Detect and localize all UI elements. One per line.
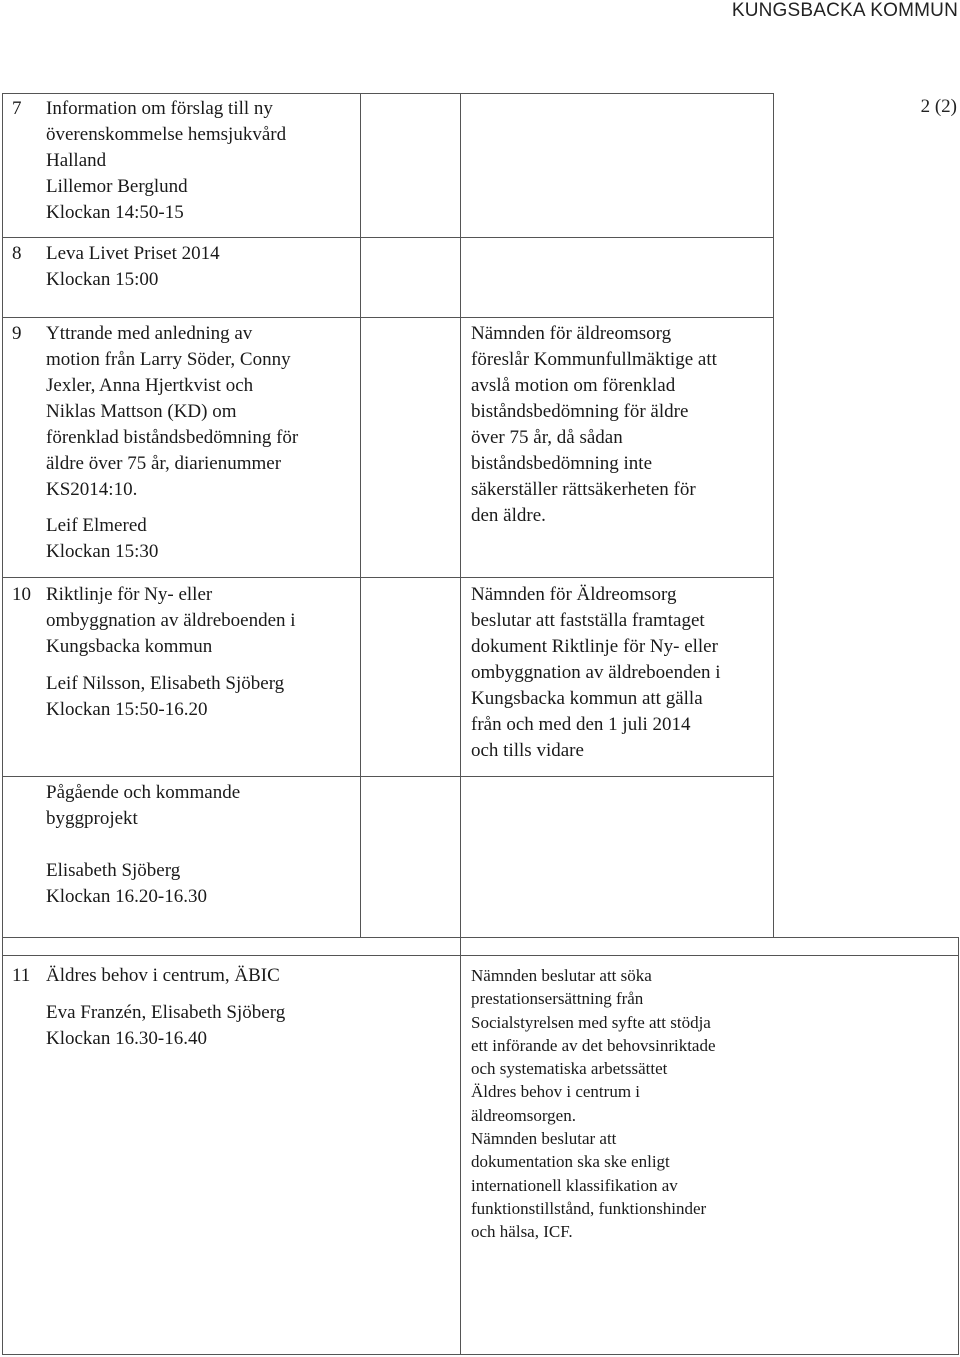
- table-border-right: [958, 938, 959, 1355]
- page-number: 2 (2): [920, 96, 957, 117]
- item-number-8: 8: [12, 243, 22, 264]
- item-number-9: 9: [12, 323, 22, 344]
- byggprojekt-topic: Pågående och kommande byggprojekt: [46, 782, 241, 829]
- table-divider-col3: [773, 93, 774, 938]
- row-divider-byggprojekt-right: [460, 937, 959, 938]
- item-7-topic: Information om förslag till ny överenskommelse hemsjukvård Halland Lillemor Berglund Klockan 14:50-15: [46, 98, 287, 223]
- item-10-presenter: Leif Nilsson, Elisabeth Sjöberg Klockan 15:50-16.20: [46, 673, 285, 720]
- row-divider-7: [2, 237, 774, 238]
- item-number-7: 7: [12, 98, 22, 119]
- organization-header: KUNGSBACKA KOMMUN: [731, 0, 958, 21]
- item-9-topic: Yttrande med anledning av motion från Larry Söder, Conny Jexler, Anna Hjertkvist och Niklas Mattson (KD) om förenklad biståndsbedömning för äldre över 75 år, diarienummer KS2014:10.: [46, 323, 299, 500]
- item-11-decision: Nämnden beslutar att söka prestationsersättning från Socialstyrelsen med syfte att stödja ett införande av det behovsinriktade och systematiska arbetssättet Äldres behov i centrum i äldreomsorgen. Nämnden beslutar att dokumentation ska ske enligt internationell klassifikation av funktionstillstånd, funktionshinder och hälsa, ICF.: [471, 966, 716, 1242]
- item-11-presenter: Eva Franzén, Elisabeth Sjöberg Klockan 16.30-16.40: [46, 1002, 286, 1049]
- table-divider-col1: [360, 93, 361, 938]
- table-border-top: [2, 93, 774, 94]
- row-divider-8: [2, 317, 774, 318]
- byggprojekt-presenter: Elisabeth Sjöberg Klockan 16.20-16.30: [46, 860, 207, 907]
- row-divider-9: [2, 577, 774, 578]
- row-divider-10: [2, 776, 774, 777]
- item-9-presenter: Leif Elmered Klockan 15:30: [46, 515, 159, 562]
- item-11-topic: Äldres behov i centrum, ÄBIC: [46, 965, 280, 986]
- table-border-left: [2, 93, 3, 1355]
- item-8-topic: Leva Livet Priset 2014 Klockan 15:00: [46, 243, 220, 290]
- item-10-decision: Nämnden för Äldreomsorg beslutar att fastställa framtaget dokument Riktlinje för Ny- eller ombyggnation av äldreboenden i Kungsbacka kommun att gälla från och med den 1 juli 2014 och tills vidare: [471, 584, 721, 761]
- item-10-topic: Riktlinje för Ny- eller ombyggnation av äldreboenden i Kungsbacka kommun: [46, 584, 296, 657]
- item-9-decision: Nämnden för äldreomsorg föreslår Kommunfullmäktige att avslå motion om förenklad biståndsbedömning för äldre över 75 år, då sådan biståndsbedömning inte säkerställer rättsäkerheten för den äldre.: [471, 323, 717, 526]
- table-divider-col2: [460, 93, 461, 1355]
- item-number-11: 11: [12, 965, 31, 986]
- item-number-10: 10: [12, 584, 31, 605]
- row-divider-11-top: [2, 955, 959, 956]
- table-border-bottom: [2, 1354, 959, 1355]
